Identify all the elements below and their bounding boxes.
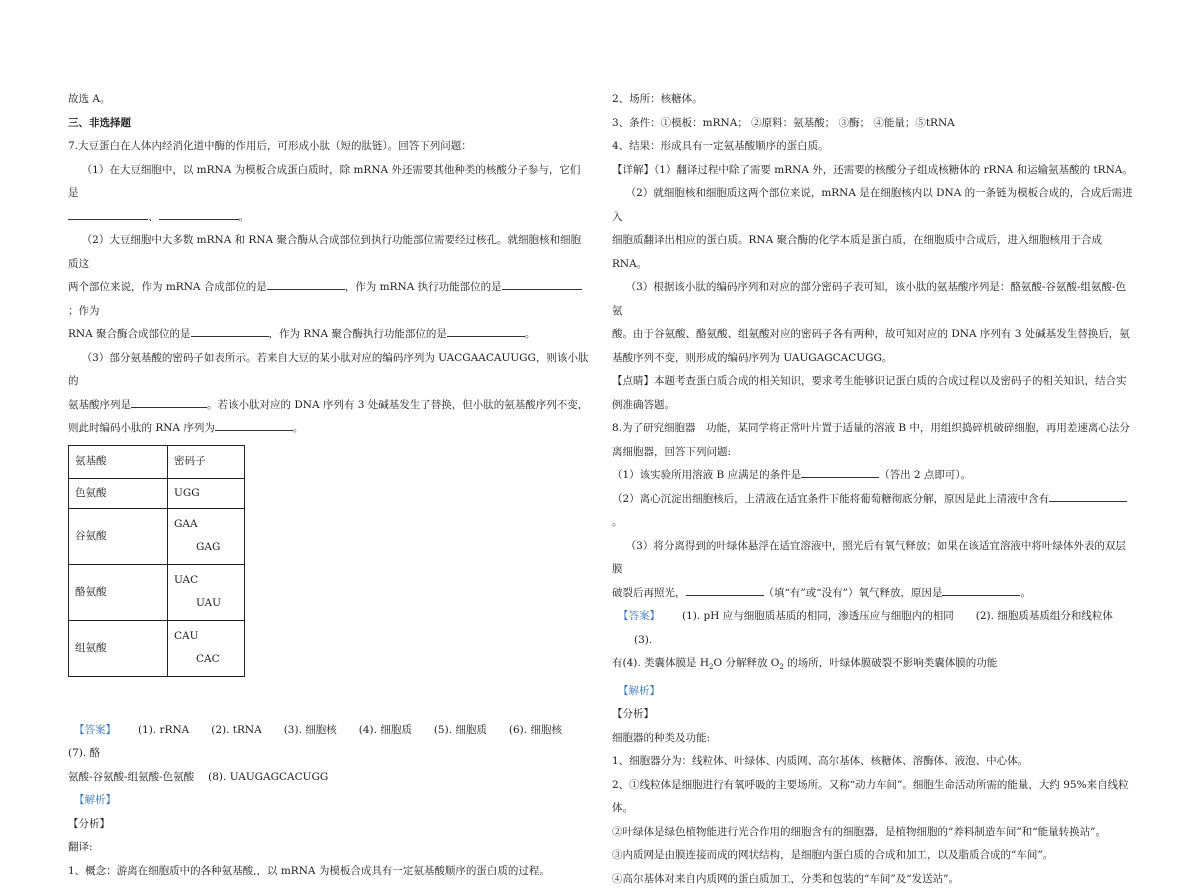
text: ；作为 — [68, 304, 100, 317]
table-row — [69, 620, 245, 676]
answer-label: 【答案】 — [74, 723, 116, 736]
answer-item: 氨酸-谷氨酸-组氨酸-色氨酸 — [68, 770, 195, 783]
analysis-label: 【解析】 — [74, 794, 116, 806]
q8-part2 — [612, 488, 1134, 535]
answer-item: (7). 酪 — [68, 747, 101, 759]
text: 。 — [524, 328, 536, 340]
period: 。 — [238, 210, 249, 223]
answer-item: (2). tRNA — [211, 723, 262, 736]
text: （填“有”或“没有”）氧气释放，原因是 — [763, 586, 943, 599]
right-column — [612, 88, 1134, 891]
codon: CAU — [174, 630, 199, 642]
text: RNA 聚合酶合成部位的是 — [68, 328, 191, 340]
answer-line — [68, 719, 590, 766]
table-row — [69, 508, 245, 564]
analysis-label: 【解析】 — [618, 684, 660, 697]
text: 氨基酸序列是 — [68, 398, 131, 411]
answer-blank — [68, 207, 148, 220]
answer-item: (3). 细胞核 — [283, 723, 337, 736]
answer-item: (1). rRNA — [138, 723, 190, 736]
q7-part1-blanks — [68, 206, 590, 230]
text-line: （2）就细胞核和细胞质这两个部位来说，mRNA 是在细胞核内以 DNA 的一条链为模板合成的，合成后需进入 — [612, 187, 1133, 223]
subscript: 2 — [779, 663, 784, 672]
table-cell — [168, 564, 245, 620]
text: 破裂后再照光， — [612, 586, 686, 599]
codon: UAC — [174, 574, 199, 586]
text-line: 1、细胞器分为：线粒体、叶绿体、内质网、高尔基体、核糖体、溶酶体、液泡、中心体。 — [612, 755, 1029, 768]
answer-item: (3). — [634, 633, 653, 646]
text: 。 — [1020, 586, 1031, 599]
table-cell: 组氨酸 — [69, 620, 168, 676]
table-cell — [168, 508, 245, 564]
question-8-stem: 8.为了研究细胞器 功能，某同学将正常叶片置于适量的溶液 B 中，用组织捣碎机破碎细胞，再用差速离心法分 — [612, 422, 1130, 434]
table-header: 密码子 — [168, 445, 245, 478]
answer-item — [622, 657, 998, 672]
answer-blank — [191, 324, 269, 337]
text-line: 翻译: — [68, 841, 93, 853]
text: （答出 2 点即可）。 — [879, 469, 972, 481]
text-line: 【详解】（1）翻译过程中除了需要 mRNA 外，还需要的核酸分子组成核糖体的 rRNA 和运输氨基酸的 tRNA。 — [612, 163, 1133, 176]
answer-item: 有 — [612, 657, 623, 669]
section-heading: 三、非选择题 — [68, 116, 131, 129]
text-line: 例准确答题。 — [612, 398, 675, 411]
text: 。若该小肽对应的 DNA 序列有 3 处碱基发生了替换，但小肽的氨基酸序列不变， — [207, 398, 589, 411]
text: 。 — [292, 422, 304, 434]
answer-line — [612, 652, 1134, 680]
text-line: 细胞质翻译出相应的蛋白质。RNA 聚合酶的化学本质是蛋白质，在细胞质中合成后，进入细胞核用于合成 RNA。 — [612, 234, 1103, 270]
answer-item: (5). 细胞质 — [433, 723, 487, 736]
q8-part3-line2 — [612, 582, 1134, 606]
q7-part2-line2 — [68, 276, 590, 323]
table-cell: 色氨酸 — [69, 478, 168, 508]
text-line: 2、①线粒体是细胞进行有氧呼吸的主要场所。又称“动力车间”。细胞生命活动所需的能量，大约 95%来自线粒 — [612, 778, 1129, 791]
text: (4). 类囊体膜是 H — [622, 657, 710, 669]
text-line: 细胞器的种类及功能: — [612, 731, 711, 744]
table-row — [69, 478, 245, 508]
text: ，作为 mRNA 执行功能部位的是 — [344, 281, 502, 293]
text-line: （3）根据该小肽的编码序列和对应的部分密码子表可知，该小肽的氨基酸序列是：酪氨酸-谷氨酸-组氨酸-色氨 — [612, 281, 1126, 317]
text-line: 【点睛】本题考查蛋白质合成的相关知识，要求考生能够识记蛋白质的合成过程以及密码子的相关知识，结合实 — [612, 375, 1127, 387]
answer-blank — [447, 324, 525, 337]
text: 的场所，叶绿体膜破裂不影响类囊体膜的功能 — [783, 657, 998, 669]
codon: GAG — [196, 541, 221, 553]
codon: UAU — [196, 597, 221, 609]
text-line: 3、条件：①模板：mRNA； ②原料：氨基酸； ③酶； ④能量；⑤tRNA — [612, 116, 955, 129]
q7-part2-line3 — [68, 323, 590, 347]
left-column — [68, 88, 590, 883]
answer-blank — [131, 395, 207, 408]
text: （1）该实验所用溶液 B 应满足的条件是 — [612, 469, 802, 481]
answer-item: (2). 细胞质基质组分和线粒体 — [975, 610, 1113, 622]
table-cell: UGG — [168, 478, 245, 508]
q8-part3: （3）将分离得到的叶绿体悬浮在适宜溶液中，照光后有氧气释放；如果在该适宜溶液中将叶绿体外表的双层膜 — [612, 539, 1126, 575]
table-header: 氨基酸 — [69, 445, 168, 478]
q7-part3-line3 — [68, 417, 590, 441]
answer-blank — [686, 583, 764, 596]
table-cell — [168, 620, 245, 676]
table-row — [69, 564, 245, 620]
text: O 分解释放 O — [713, 657, 780, 669]
answer-blank — [801, 465, 879, 478]
question-8-stem-cont: 离细胞器，回答下列问题: — [612, 445, 732, 458]
table-row — [69, 445, 245, 478]
answer-label: 【答案】 — [618, 610, 660, 622]
q8-part1 — [612, 464, 1134, 488]
answer-item: (4). 细胞质 — [358, 723, 412, 736]
text: 两个部位来说，作为 mRNA 合成部位的是 — [68, 281, 267, 293]
table-cell: 谷氨酸 — [69, 508, 168, 564]
answer-item: (8). UAUGAGCACUGG — [208, 770, 329, 783]
text-line: 体。 — [612, 802, 633, 815]
answer-blank — [159, 207, 239, 220]
answer-blank — [502, 277, 582, 290]
text-line: ②叶绿体是绿色植物能进行光合作用的细胞含有的细胞器，是植物细胞的“养料制造车间”和“能量转换站”。 — [612, 825, 1106, 838]
answer-blank — [1049, 489, 1127, 502]
q7-part3-line2 — [68, 394, 590, 418]
table-cell: 酪氨酸 — [69, 564, 168, 620]
spacer — [68, 677, 590, 719]
question-7-stem: 7.大豆蛋白在人体内经消化道中酶的作用后，可形成小肽（短的肽链）。回答下列问题： — [68, 140, 472, 152]
codon: GAA — [174, 518, 198, 530]
answer-line — [612, 605, 1134, 652]
fenxi-label: 【分析】 — [612, 708, 654, 721]
answer-blank — [215, 418, 293, 431]
q7-part3: （3）部分氨基酸的密码子如表所示。若来自大豆的某小肽对应的编码序列为 UACGAACAUUGG，则该小肽的 — [68, 351, 589, 387]
separator: 、 — [148, 210, 159, 223]
text: ，作为 RNA 聚合酶执行功能部位的是 — [268, 328, 447, 340]
text-line: 4、结果：形成具有一定氨基酸顺序的蛋白质。 — [612, 140, 829, 152]
text-line: 酸。由于谷氨酸、酪氨酸、组氨酸对应的密码子各有两种，故可知对应的 DNA 序列有 3 处碱基发生替换后，氨 — [612, 328, 1130, 340]
subscript: 2 — [709, 663, 714, 672]
codon-table — [68, 445, 245, 677]
text-line: 故选 A。 — [68, 93, 111, 105]
text-line: 基酸序列不变，则形成的编码序列为 UAUGAGCACUGG。 — [612, 351, 893, 364]
text: 则此时编码小肽的 RNA 序列为 — [68, 422, 215, 434]
text-line: ④高尔基体对来自内质网的蛋白质加工，分类和包装的“车间”及“发送站”。 — [612, 872, 959, 885]
answer-blank — [942, 583, 1020, 596]
answer-line — [68, 766, 590, 790]
q7-part2: （2）大豆细胞中大多数 mRNA 和 RNA 聚合酶从合成部位到执行功能部位需要经过核孔。就细胞核和细胞质这 — [68, 234, 581, 270]
text-line: 1、概念：游离在细胞质中的各种氨基酸,，以 mRNA 为模板合成具有一定氨基酸顺序的蛋白质的过程。 — [68, 864, 550, 877]
text-line: ③内质网是由膜连接而成的网状结构，是细胞内蛋白质的合成和加工，以及脂质合成的“车间”。 — [612, 849, 1054, 862]
text-line: 2、场所：核糖体。 — [612, 93, 703, 105]
answer-item: (1). pH 应与细胞质基质的相同，渗透压应与细胞内的相同 — [682, 610, 954, 622]
codon: CAC — [196, 653, 220, 665]
q7-part1: （1）在大豆细胞中，以 mRNA 为模板合成蛋白质时，除 mRNA 外还需要其他种类的核酸分子参与，它们是 — [68, 163, 581, 199]
answer-blank — [267, 277, 345, 290]
text: 。 — [612, 516, 623, 528]
text: （2）离心沉淀出细胞核后，上清液在适宜条件下能将葡萄糖彻底分解，原因是此上清液中含有 — [612, 492, 1050, 505]
answer-item: (6). 细胞核 — [508, 723, 562, 736]
fenxi-label: 【分析】 — [68, 817, 110, 830]
